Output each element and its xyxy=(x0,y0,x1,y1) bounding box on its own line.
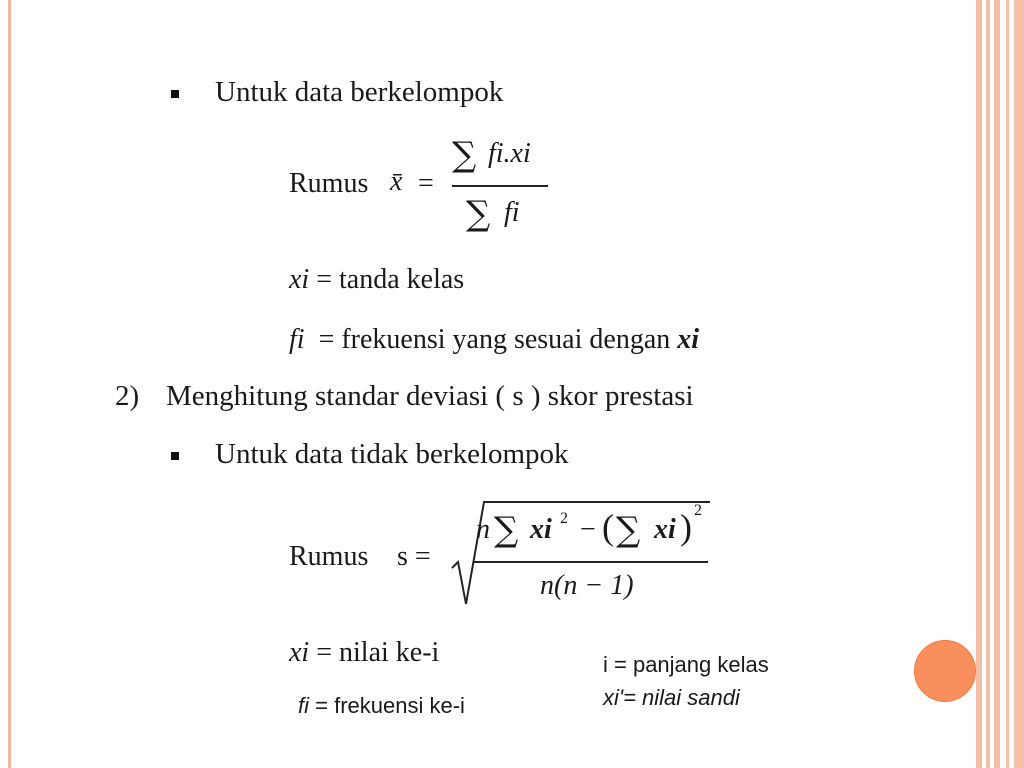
slide-left-border xyxy=(8,0,11,768)
def-eq: = xyxy=(309,693,335,718)
var-xi: xi xyxy=(677,324,700,355)
var-xi: xi xyxy=(530,514,552,545)
definition-nilai-sandi: xi'= nilai sandi xyxy=(603,685,740,710)
var-xi: xi xyxy=(289,264,310,295)
formula-mean-denominator: fi xyxy=(504,197,520,228)
definition-fi-frekuensi-ke-i xyxy=(298,693,465,719)
def-text: frekuensi ke-i xyxy=(334,693,465,718)
sum-symbol: ∑ xyxy=(452,135,477,175)
definition-xi-tanda-kelas xyxy=(289,264,464,296)
var-xi: xi xyxy=(654,514,676,545)
exponent-2: 2 xyxy=(694,502,702,519)
slide-right-border xyxy=(976,0,1024,768)
open-paren: ( xyxy=(602,507,614,547)
accent-circle-decoration xyxy=(914,640,976,702)
bullet-marker xyxy=(171,452,179,460)
var-fi: fi xyxy=(289,324,305,355)
formula-mean-equals: = xyxy=(418,168,434,199)
var-n: n xyxy=(476,514,490,545)
var-xi: xi xyxy=(289,637,310,668)
formula-mean-label: Rumus xyxy=(289,168,369,199)
bullet-untuk-data-berkelompok: Untuk data berkelompok xyxy=(215,76,504,108)
bullet-marker xyxy=(171,90,179,98)
sum-symbol: ∑ xyxy=(616,510,641,550)
def-text: = tanda kelas xyxy=(309,264,465,295)
exponent-2: 2 xyxy=(560,510,568,527)
fraction-bar xyxy=(474,561,708,563)
formula-std-lhs: s = xyxy=(397,541,431,572)
formula-std-label: Rumus xyxy=(289,541,369,572)
definition-xi-nilai xyxy=(289,637,439,669)
formula-mean-lhs: x̄ xyxy=(390,166,403,197)
heading-standar-deviasi: Menghitung standar deviasi ( s ) skor prestasi xyxy=(166,380,694,412)
close-paren: ) xyxy=(680,507,692,547)
def-text: = frekuensi yang sesuai dengan xyxy=(304,324,678,355)
formula-std-denominator: n(n − 1) xyxy=(540,570,634,601)
var-fi: fi xyxy=(298,693,309,718)
heading-number: 2) xyxy=(115,380,140,412)
definition-fi-frekuensi xyxy=(289,324,699,356)
formula-mean-numerator: fi.xi xyxy=(488,138,531,169)
fraction-bar xyxy=(452,185,548,187)
definition-panjang-kelas: i = panjang kelas xyxy=(603,652,769,677)
sum-symbol: ∑ xyxy=(494,510,519,550)
minus-sign: − xyxy=(580,514,596,545)
sum-symbol: ∑ xyxy=(466,194,491,234)
def-text: = nilai ke-i xyxy=(309,637,440,668)
bullet-untuk-data-tidak-berkelompok: Untuk data tidak berkelompok xyxy=(215,438,569,470)
